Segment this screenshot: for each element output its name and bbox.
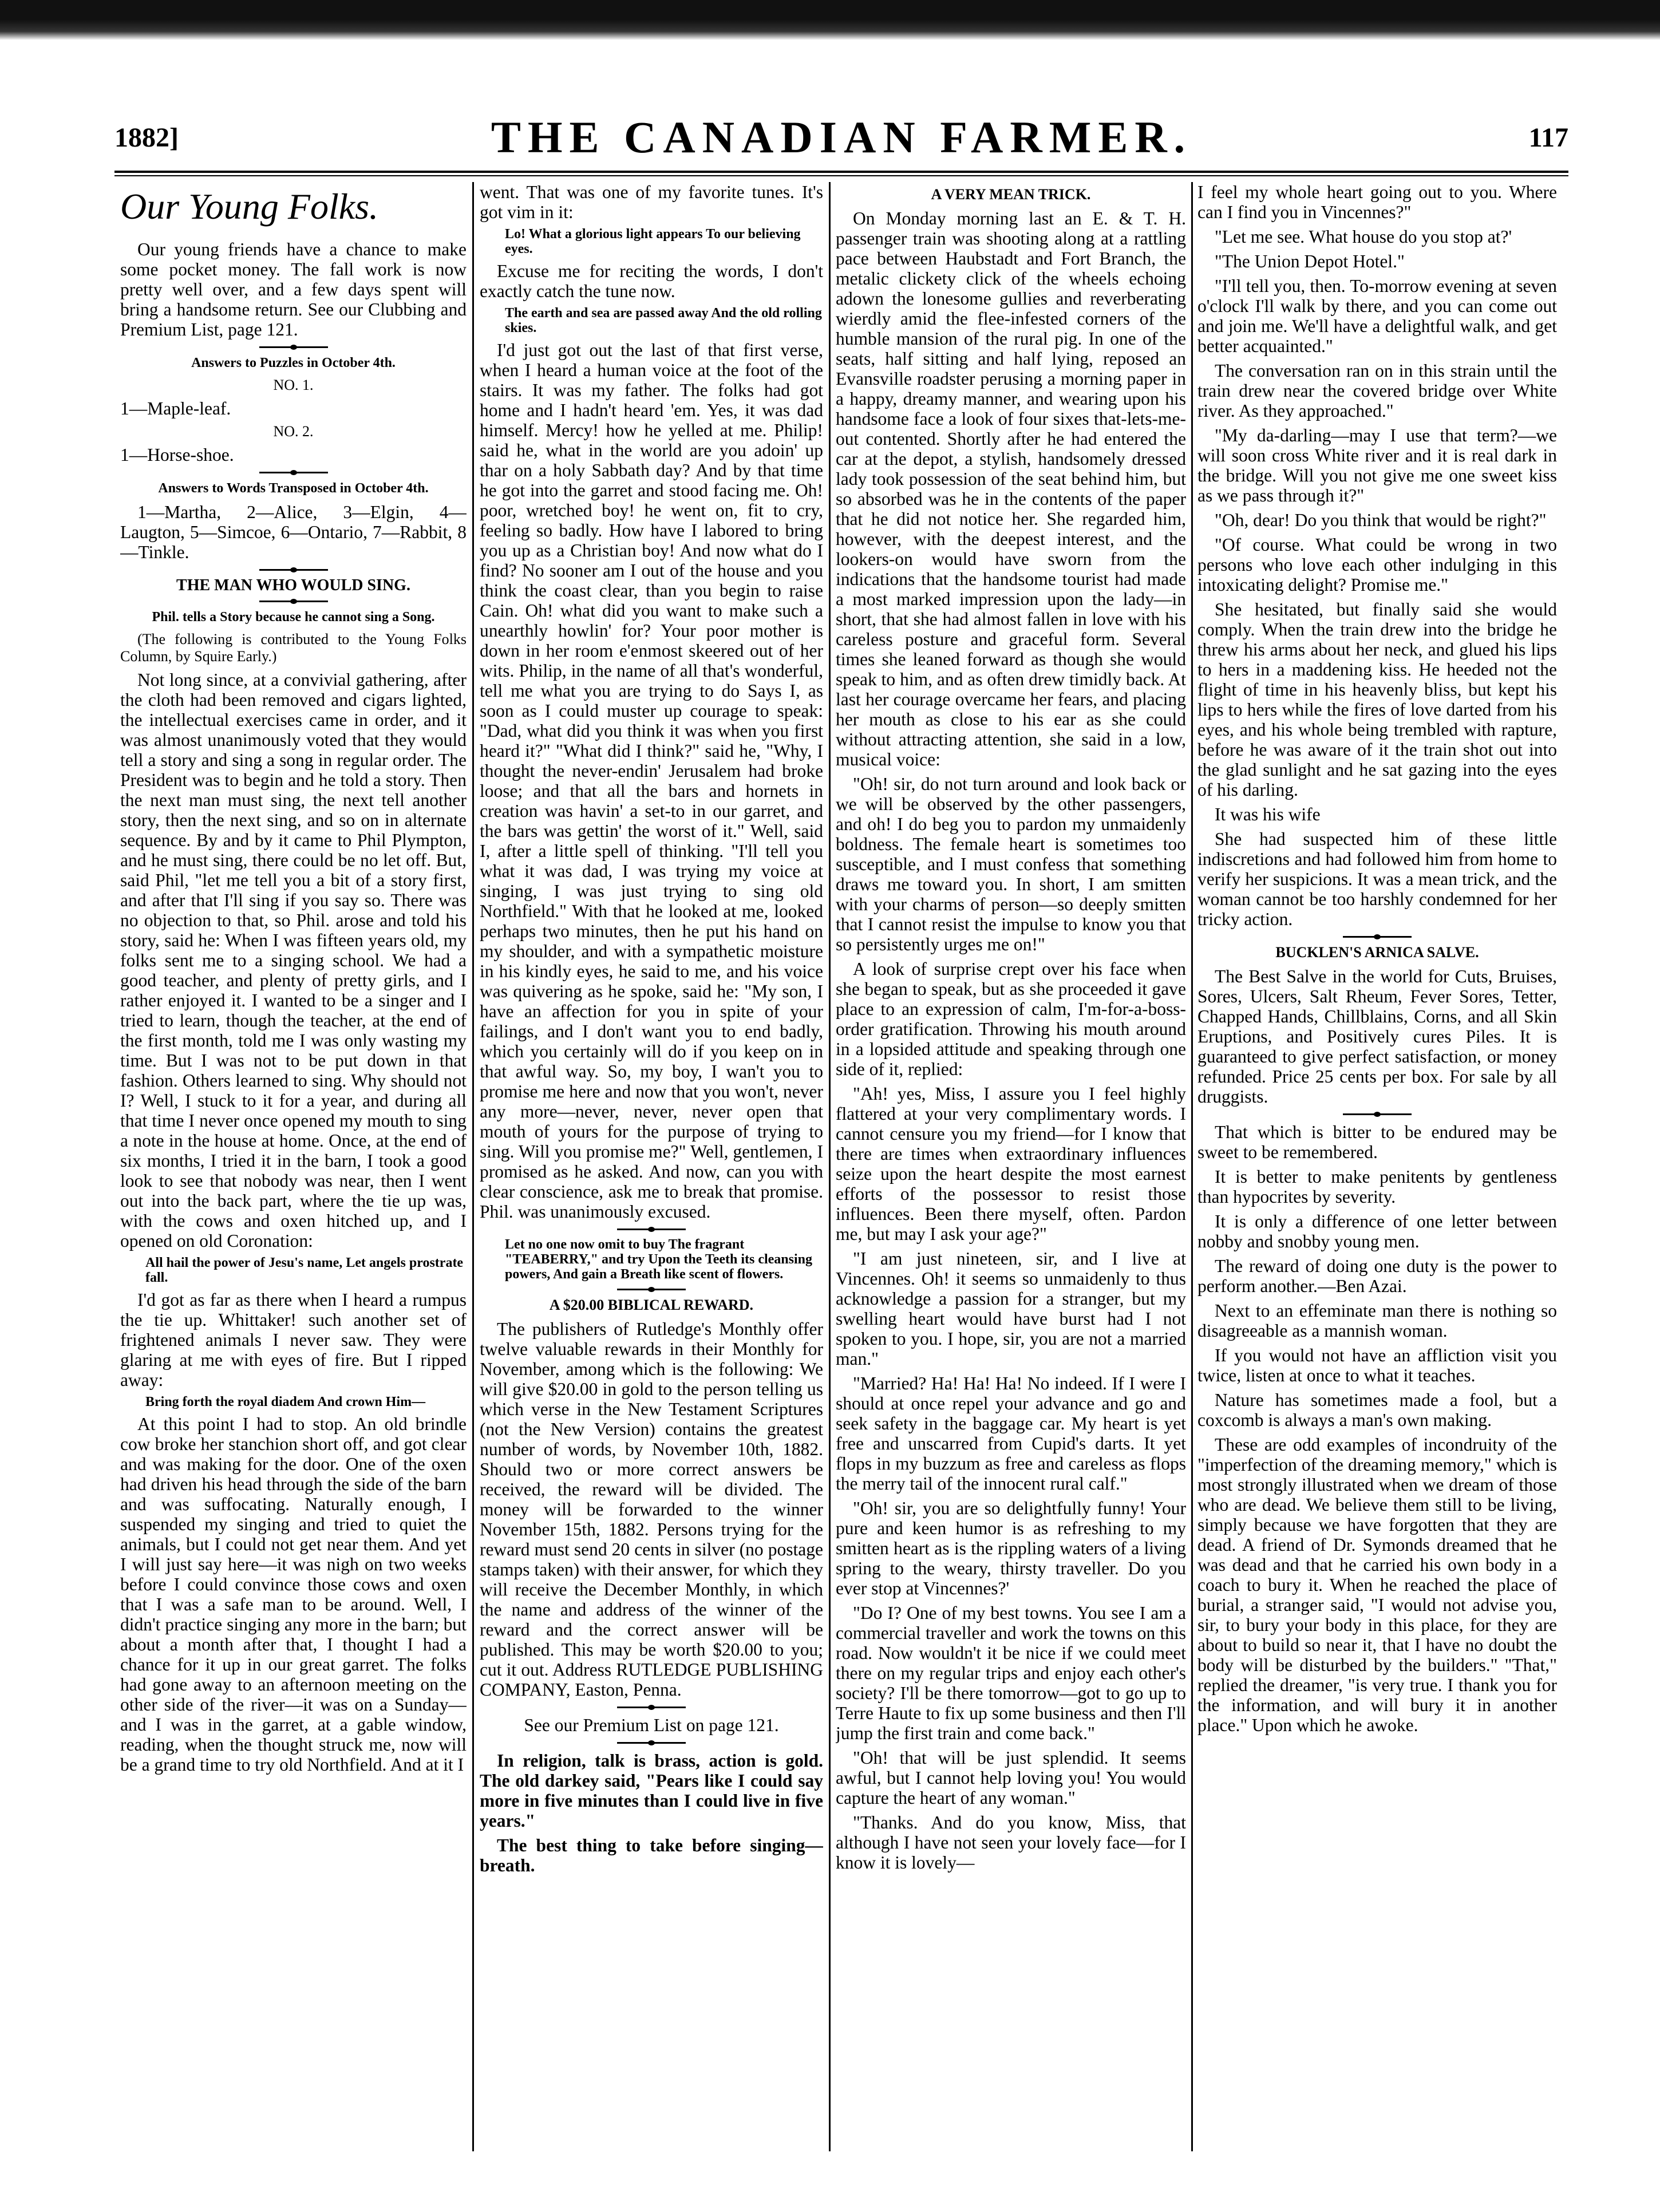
reward-paragraph: The publishers of Rutledge's Monthly offer twelve valuable rewards in their Monthly for November, among which is the following: We will give $20.00 in gold to the person telling us which verse in the New Testament Scriptures (not the New Version) contains the greatest number of words, by November 10th, 1882. Should two or more correct answers be received, the reward will be divided. The money will be forwarded to the winner November 15th, 1882. Persons trying for the reward must send 20 cents in silver (no postage stamps taken) with their answer, for which they will receive the December Monthly, in which the name and address of the winner of the reward and the correct answer will be published. This may be worth $20.00 to you; cut it out. Address RUTLEDGE PUBLISHING COMPANY, Easton, Penna. bbox=[480, 1319, 823, 1700]
article-paragraph: She hesitated, but finally said she would comply. When the train drew into the bridge he threw his arms about her neck, and glued his lips to hers in a maddening kiss. He heeded not the flight of time in his heavenly bliss, but kept his lips to hers while the fires of love darted from his eyes, and his whole being trembled with rapture, before he was aware of it the train shot out into the glad sunlight and he sat gazing into the eyes of his darling. bbox=[1197, 599, 1557, 800]
article-paragraph: A look of surprise crept over his face when she began to speak, but as she proceeded it gave place to an expression of calm, I'm-for-a-boss-order gratification. Throwing his mouth around in a lopsided attitude and speaking through one side of it, replied: bbox=[836, 959, 1186, 1079]
article-paragraph: It was his wife bbox=[1215, 804, 1321, 824]
column-4 bbox=[1197, 182, 1557, 2151]
premium-notice: See our Premium List on page 121. bbox=[524, 1715, 779, 1735]
reward-title: A $20.00 BIBLICAL REWARD. bbox=[549, 1297, 754, 1313]
masthead-rule bbox=[114, 171, 1568, 173]
story-paragraph: I'd just got out the last of that first verse, when I heard a human voice at the foot of the stairs. It was my father. The folks had got home and I hadn't heard 'em. Yes, it was dad himself. Mercy! how he yelled at me. Philip! said he, what in the world are you adoin' up thar on a holy Sabbath day? And by that time he got into the garret and stood facing me. Oh! poor, wretched boy! he went on, fit to cry, feeling so badly. How have I labored to bring you up as a Christian boy! And now what do I find? No sooner am I out of the house and you think the coast clear, than you begin to raise Cain. Oh! what did you want to make such a unearthly howlin' for? Your poor mother is down in her room e'enmost skeered out of her wits. Philip, in the name of all that's wonderful, tell me what you are trying to do Says I, as soon as I could muster up courage to speak: "Dad, what did you think it was when you first heard it?" "What did I think?" said he, "Why, I thought the never-endin' Jerusalem had broke loose; and that all the bars and hornets in creation was havin' a set-to in our garret, and the bars was gettin' the worst of it." Well, said I, after a little spell of thinking. "I'll tell you what it was dad, I was trying my voice at singing, I was just trying to sing old Northfield." With that he looked at me, looked perhaps two minutes, then he put his hand on my shoulder, and with a sympathetic moisture in his kindly eyes, he said to me, and his voice was quivering as he spoke, said he: "My son, I have an affection for you in spite of your failings, and I don't want you to end badly, which you certainly will do if you keep on in that awful way. So, my boy, I wan't you to promise me here and now that you won't, never any more—never, never, never open that mouth of yours for the purpose of trying to sing. Will you promise me?" Well, gentlemen, I promised as he asked. And now, can you with clear conscience, ask me to break that promise. Phil. was unanimously excused. bbox=[480, 340, 823, 1222]
article-paragraph: "I'll tell you, then. To-morrow evening at seven o'clock I'll walk by there, and you can come out and join me. We'll have a delightful walk, and get better acquainted." bbox=[1197, 276, 1557, 356]
column-3 bbox=[836, 182, 1186, 2151]
masthead bbox=[114, 112, 1568, 163]
article-title: A VERY MEAN TRICK. bbox=[931, 186, 1091, 203]
story-note: (The following is contributed to the Young Folks Column, by Squire Early.) bbox=[120, 631, 467, 665]
story-paragraph: Excuse me for reciting the words, I don't exactly catch the tune now. bbox=[480, 261, 823, 301]
article-paragraph: "Thanks. And do you know, Miss, that although I have not seen your lovely face—for I know it is lovely— bbox=[836, 1812, 1186, 1873]
words-answers: 1—Martha, 2—Alice, 3—Elgin, 4—Laugton, 5—Simcoe, 6—Ontario, 7—Rabbit, 8—Tinkle. bbox=[120, 502, 467, 562]
saying: If you would not have an affliction visit you twice, listen at once to what it teaches. bbox=[1197, 1345, 1557, 1385]
article-paragraph: "Oh! that will be just splendid. It seems awful, but I cannot help loving you! You would capture the heart of any woman." bbox=[836, 1748, 1186, 1808]
article-paragraph: "Do I? One of my best towns. You see I am a commercial traveller and work the towns on this road. Now wouldn't it be nice if we could meet there on my regular trips and enjoy each other's society? I'll be there tomorrow—got to go up to Terre Haute to fix up some business and then I'll jump the first train and come back." bbox=[836, 1603, 1186, 1743]
saying-paragraph: The best thing to take before singing—breath. bbox=[480, 1835, 823, 1875]
article-paragraph: "I am just nineteen, sir, and I live at Vincennes. Oh! it seems so unmaidenly to thus acknowledge a passion for a stranger, but my swelling heart would have burst had I not spoken to you. I hope, sir, you are not a married man." bbox=[836, 1249, 1186, 1369]
article-paragraph: The conversation ran on in this strain until the train drew near the covered bridge over White river. As they approached." bbox=[1197, 361, 1557, 421]
hymn-verse: The earth and sea are passed away And the old rolling skies. bbox=[505, 306, 822, 335]
words-title: Answers to Words Transposed in October 4th. bbox=[158, 481, 429, 496]
article-paragraph: "Of course. What could be wrong in two persons who love each other indulging in this intoxicating delight? Promise me." bbox=[1197, 535, 1557, 595]
article-paragraph: I feel my whole heart going out to you. Where can I find you in Vincennes?" bbox=[1197, 182, 1557, 222]
article-paragraph: "My da-darling—may I use that term?—we will soon cross White river and it is real dark in the bridge. Will you not give me one sweet kiss as we pass through it?" bbox=[1197, 425, 1557, 505]
masthead-rule-thin bbox=[114, 175, 1568, 176]
scan-border bbox=[0, 0, 1660, 40]
separator bbox=[617, 1289, 686, 1290]
puzzle-answer: 1—Horse-shoe. bbox=[120, 445, 234, 465]
salve-advert: The Best Salve in the world for Cuts, Bruises, Sores, Ulcers, Salt Rheum, Fever Sores, Tetter, Chapped Hands, Chillblains, Corns, and all Skin Eruptions, and Positively cures Piles. It is guaranteed to give perfect satisfaction, or money refunded. Price 25 cents per box. For sale by all druggists. bbox=[1197, 966, 1557, 1107]
puzzle-number: NO. 2. bbox=[273, 423, 314, 440]
article-paragraph: "Oh! sir, do not turn around and look back or we will be observed by the other passengers, and oh! I do beg you to pardon my unmaidenly boldness. The female heart is sometimes too susceptible, and I must confess that something draws me toward you. In short, I am smitten with your charms of person—so deeply smitten that I cannot resist the impulse to know you that so persistently urges me on!" bbox=[836, 774, 1186, 954]
separator bbox=[617, 1742, 686, 1744]
separator bbox=[259, 472, 328, 473]
advert-verse: Let no one now omit to buy The fragrant "TEABERRY," and try Upon the Teeth its cleansing powers, And gain a Breath like scent of flowers. bbox=[505, 1237, 813, 1282]
article-paragraph: "Married? Ha! Ha! Ha! No indeed. If I were I should at once repel your advance and go and seek safety in the baggage car. My heart is yet free and unscarred from Cupid's darts. It yet flops in my buzzum as free and careless as flops the merry tail of the innocent rural calf." bbox=[836, 1373, 1186, 1494]
separator bbox=[259, 346, 328, 348]
newspaper-title: THE CANADIAN FARMER. bbox=[491, 112, 1192, 162]
story-subtitle: Phil. tells a Story because he cannot sing a Song. bbox=[152, 610, 435, 625]
article-paragraph: "The Union Depot Hotel." bbox=[1215, 251, 1405, 271]
story-title: THE MAN WHO WOULD SING. bbox=[176, 576, 410, 594]
saying: That which is bitter to be endured may be sweet to be remembered. bbox=[1197, 1122, 1557, 1162]
separator bbox=[259, 601, 328, 602]
separator bbox=[1343, 936, 1412, 938]
intro-paragraph: Our young friends have a chance to make some pocket money. The fall work is now pretty well over, and a few days spent will bring a handsome return. See our Clubbing and Premium List, page 121. bbox=[120, 239, 467, 339]
saying: Next to an effeminate man there is nothing so disagreeable as a mannish woman. bbox=[1197, 1301, 1557, 1341]
puzzles-title: Answers to Puzzles in October 4th. bbox=[191, 356, 396, 370]
story-paragraph: went. That was one of my favorite tunes. It's got vim in it: bbox=[480, 182, 823, 222]
hymn-verse: Lo! What a glorious light appears To our believing eyes. bbox=[505, 227, 801, 256]
column-divider bbox=[472, 182, 474, 2151]
story-paragraph: I'd got as far as there when I heard a rumpus the tie up. Whittaker! such another set of frightened animals I never saw. They were glaring at me with eyes of fire. But I ripped away: bbox=[120, 1290, 467, 1390]
salve-title: BUCKLEN'S ARNICA SALVE. bbox=[1275, 944, 1479, 961]
hymn-verse: Bring forth the royal diadem And crown Him— bbox=[145, 1395, 426, 1409]
saying: It is better to make penitents by gentleness than hypocrites by severity. bbox=[1197, 1167, 1557, 1207]
section-heading: Our Young Folks. bbox=[120, 186, 379, 227]
dream-paragraph: These are odd examples of incondruity of the "imperfection of the dreaming memory," which is most strongly illustrated when we dream of those who are dead. We believe them still to be living, simply because we have forgotten that they are dead. A friend of Dr. Symonds dreamed that he was dead and that he carried his own body in a coach to bury it. When he reached the place of burial, a stranger said, "I would not advise you, sir, to bury your body in this place, for they are about to build so near it, that I have no doubt the body will be disturbed by the builders." "That," replied the dreamer, "is very true. I thank you for the information, and will bury it in another place." Upon which he awoke. bbox=[1197, 1435, 1557, 1735]
story-paragraph: At this point I had to stop. An old brindle cow broke her stanchion short off, and got clear and was making for the door. One of the oxen had driven his head through the side of the barn and was suffocating. Naturally enough, I suspended my singing and tried to quiet the animals, but I could not get near them. And yet I will just say here—it was nigh on two weeks before I could convince those cows and oxen that I was a safe man to be around. Well, I didn't practice singing any more in the barn; but about a month after that, I thought I had a chance for it up in our great garret. The folks had gone away to an afternoon meeting on the other side of the river—it was on a Sunday—and I was in the garret, at a gable window, reading, when the thought struck me, now will be a grand time to try old Northfield. And at it I bbox=[120, 1414, 467, 1775]
column-2 bbox=[480, 182, 823, 2151]
article-paragraph: "Ah! yes, Miss, I assure you I feel highly flattered at your very complimentary words. I cannot censure you my friend—for I know that there are times when extraordinary influences seize upon the heart despite the most earnest efforts of the possessor to resist those influences. Been there myself, often. Pardon me, but may I ask your age?" bbox=[836, 1084, 1186, 1244]
column-divider bbox=[1191, 182, 1193, 2151]
page-number: 117 bbox=[1528, 123, 1568, 153]
article-paragraph: "Let me see. What house do you stop at?' bbox=[1215, 227, 1512, 247]
column-divider bbox=[829, 182, 831, 2151]
story-paragraph: Not long since, at a convivial gathering, after the cloth had been removed and cigars lighted, the intellectual exercises came in order, and it was almost unanimously voted that they would tell a story and sing a song in regular order. The President was to begin and he told a story. Then the next man must sing, the next tell another story, then the next sing, and so on in alternate sequence. By and by it came to Phil Plympton, and he must sing, there could be no let off. But, said Phil, "let me tell you a bit of a story first, and after that I'll sing if you say so. There was no objection to that, so Phil. arose and told his story, said he: When I was fifteen years old, my folks sent me to a singing school. We had a good teacher, and plenty of pretty girls, and I rather enjoyed it. I wanted to be a singer and I tried to learn, though the teacher, at the end of the first month, told me I was only wasting my time. But I was not to be put down in that fashion. Others learned to sing. Why should not I? Well, I stuck to it for a year, and during all that time I never once opened my mouth to sing a note in the house at home. Once, at the end of six months, I tried it in the barn, I took a good look to see that nobody was near, then I went out into the back part, where the tie up was, with the cows and oxen hitched up, and I opened on old Coronation: bbox=[120, 670, 467, 1251]
column-1 bbox=[120, 182, 467, 2151]
article-paragraph: "Oh! sir, you are so delightfully funny! Your pure and keen humor is as refreshing to my smitten heart as is the rippling waters of a living spring to the weary, thirsty traveller. Do you ever stop at Vincennes?' bbox=[836, 1498, 1186, 1598]
article-paragraph: She had suspected him of these little indiscretions and had followed him from home to verify her suspicions. It was a mean trick, and the woman cannot be too harshly condemned for her tricky action. bbox=[1197, 829, 1557, 929]
separator bbox=[1343, 1113, 1412, 1115]
saying: The reward of doing one duty is the power to perform another.—Ben Azai. bbox=[1197, 1256, 1557, 1296]
separator bbox=[617, 1229, 686, 1230]
issue-year: 1882] bbox=[114, 123, 179, 153]
separator bbox=[617, 1707, 686, 1708]
saying: Nature has sometimes made a fool, but a coxcomb is always a man's own making. bbox=[1197, 1390, 1557, 1430]
hymn-verse: All hail the power of Jesu's name, Let angels prostrate fall. bbox=[145, 1255, 464, 1285]
article-paragraph: On Monday morning last an E. & T. H. passenger train was shooting along at a rattling pace between Haubstadt and Fort Branch, the metalic clickety click of the wheels echoing adown the lonesome gullies and reverberating wierdly amid the flee-infested corners of the humble mansion of the rural pig. In one of the seats, half sitting and half lying, reposed an Evansville roadster perusing a morning paper in a happy, dreamy manner, and wearing upon his handsome face a look of four sixes that-lets-me-out contented. Shortly after he had entered the car at the depot, a stylish, handsomely dressed lady took possession of the seat behind him, but so absorbed was he in the contents of the paper that he did not notice her. She regarded him, however, with the deepest interest, and the lookers-on would have sworn from the indications that the handsome tourist had made a most marked impression upon the lady—in short, that she had almost fallen in love with his careless posture and graceful form. Several times she leaned forward as though she would speak to him, and as often drew timidly back. At last her courage overcame her fears, and placing her mouth as close to his ear as she could without attracting attention, she said in a low, musical voice: bbox=[836, 208, 1186, 769]
separator bbox=[259, 569, 328, 571]
religion-paragraph: In religion, talk is brass, action is gold. The old darkey said, "Pears like I could say more in five minutes than I could live in five years." bbox=[480, 1751, 823, 1831]
puzzle-number: NO. 1. bbox=[273, 377, 314, 393]
puzzle-answer: 1—Maple-leaf. bbox=[120, 398, 231, 418]
saying: It is only a difference of one letter between nobby and snobby young men. bbox=[1197, 1211, 1557, 1251]
article-paragraph: "Oh, dear! Do you think that would be right?" bbox=[1215, 510, 1547, 530]
